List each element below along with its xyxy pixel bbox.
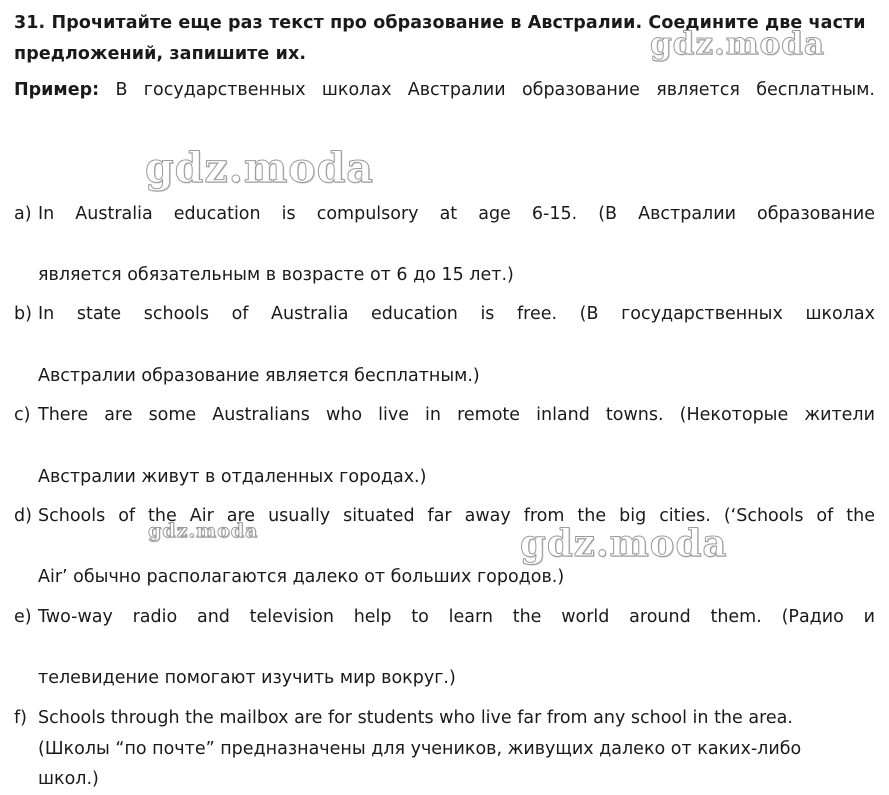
- item-marker: a): [14, 203, 32, 224]
- watermark: gdz.moda: [145, 144, 374, 192]
- list-item: [14, 501, 875, 593]
- item-marker: e): [14, 607, 32, 627]
- answer-list: [14, 199, 875, 795]
- item-line: Air’ обычно располагаются далеко от больших городов.): [38, 567, 565, 588]
- item-body: [38, 299, 875, 391]
- item-marker: d): [14, 506, 32, 527]
- item-line: Австралии живут в отдаленных городах.): [38, 466, 427, 487]
- item-line: In state schools of Australia education is free. (В государственных школах: [38, 304, 875, 325]
- item-line: There are some Australians who live in remote inland towns. (Некоторые жители: [38, 405, 875, 426]
- list-item: [14, 602, 875, 694]
- item-line: Австралии образование является бесплатным.): [38, 365, 480, 386]
- example-block: [14, 75, 875, 136]
- item-line: (Школы “по почте” предназначены для учеников, живущих далеко от каких-либо: [38, 738, 802, 759]
- item-body: [38, 400, 875, 492]
- item-line: In Australia education is compulsory at age 6-15. (В Австралии образование: [38, 203, 875, 224]
- watermark-spacer: [14, 147, 875, 199]
- item-body: [38, 703, 875, 795]
- task-number: 31.: [14, 13, 46, 33]
- task-heading: [14, 8, 875, 69]
- item-marker: c): [14, 405, 31, 426]
- list-item: [14, 703, 875, 795]
- example-text: В государственных школах Австралии образование является бесплатным.: [115, 80, 875, 101]
- list-item: [14, 199, 875, 291]
- item-marker: b): [14, 304, 32, 325]
- watermark: gdz.moda: [520, 521, 728, 565]
- item-body: [38, 501, 875, 593]
- item-line: Schools through the mailbox are for students who live far from any school in the area.: [38, 707, 793, 728]
- list-item: [14, 299, 875, 391]
- item-body: [38, 199, 875, 291]
- example-label: Пример:: [14, 80, 100, 101]
- item-line: Schools of the Air are usually situated far away from the big cities. (‘Schools of the: [38, 506, 875, 527]
- watermark: gdz.moda: [148, 520, 259, 542]
- list-item: [14, 400, 875, 492]
- item-line: школ.): [38, 769, 99, 790]
- item-line: является обязательным в возрасте от 6 до 15 лет.): [38, 264, 514, 285]
- task-instruction: Прочитайте еще раз текст про образование в Австралии. Соедините две части предложений, запишите их.: [14, 13, 866, 64]
- item-line: телевидение помогают изучить мир вокруг.): [38, 668, 456, 689]
- item-line: Two-way radio and television help to learn the world around them. (Радио и: [38, 607, 875, 627]
- item-marker: f): [14, 707, 27, 728]
- item-body: [38, 602, 875, 694]
- watermark: gdz.moda: [650, 26, 825, 62]
